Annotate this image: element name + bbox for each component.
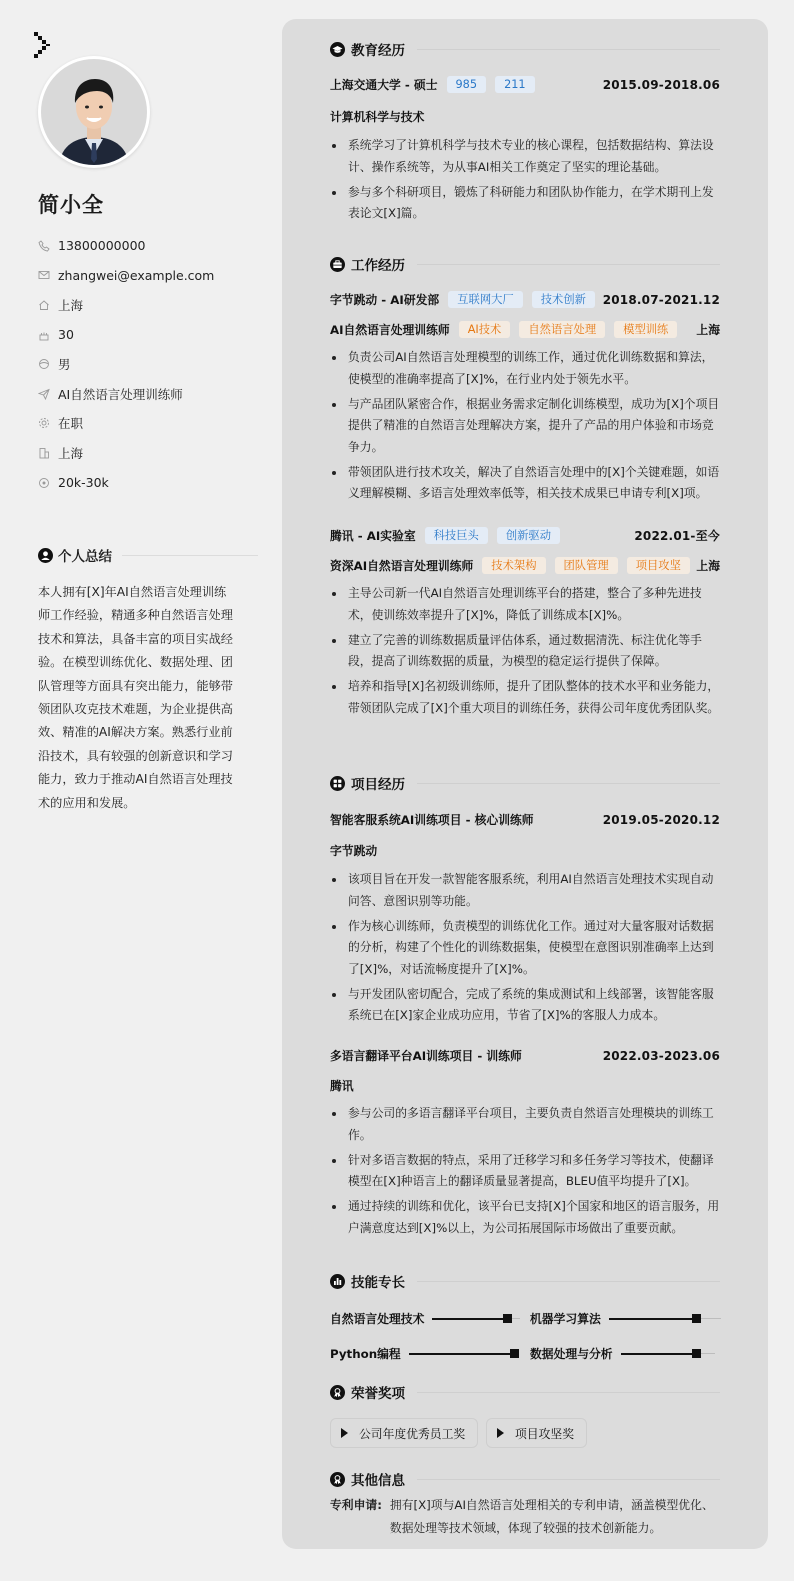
info-city (38, 438, 258, 468)
avatar-photo (41, 59, 147, 165)
job-role: 资深AI自然语言处理训练师 (330, 559, 474, 573)
divider (417, 264, 720, 265)
role-tag: 团队管理 (555, 557, 618, 574)
education-date: 2015.09-2018.06 (602, 77, 720, 92)
list-item: 主导公司新一代AI自然语言处理训练平台的搭建，整合了多种先进技术，使训练效率提升了[X]%，降低了训练成本[X]%。 (330, 583, 720, 626)
other-heading (330, 1469, 720, 1489)
role-tag: 模型训练 (614, 321, 677, 338)
user-icon (38, 548, 53, 563)
job-date: 2018.07-2021.12 (602, 292, 720, 307)
job-2-bullets (330, 583, 720, 723)
other-value: 拥有[X]项与AI自然语言处理相关的专利申请，涵盖模型优化、数据处理等技术领域，体现了较强的技术创新能力。 (389, 1498, 714, 1535)
contact-info (38, 231, 258, 497)
info-age (38, 320, 258, 350)
role-tag: 技术架构 (482, 557, 545, 574)
job-company: 腾讯 - AI实验室 (330, 529, 416, 543)
summary-title: 个人总结 (58, 549, 112, 565)
skill-item (530, 1310, 721, 1327)
info-email (38, 261, 258, 291)
skill-level-bar (621, 1353, 701, 1355)
info-gender-value: 男 (58, 357, 71, 373)
list-item: 带领团队进行技术攻关，解决了自然语言处理中的[X]个关键难题，如语义理解模糊、多语言处理效率低等，相关技术成果已申请专利[X]项。 (330, 462, 720, 505)
skill-bar-track (512, 1318, 520, 1319)
award-label: 项目攻坚奖 (515, 1426, 574, 1441)
divider (417, 1392, 720, 1393)
info-gender (38, 349, 258, 379)
info-salary-value: 20k-30k (58, 475, 109, 491)
awards-heading (330, 1382, 720, 1402)
job-1-role-row (330, 321, 720, 338)
job-date: 2022.01-至今 (634, 529, 720, 543)
skill-name: 自然语言处理技术 (330, 1312, 425, 1326)
awards-title: 荣誉奖项 (351, 1386, 405, 1402)
projects-heading (330, 773, 720, 793)
skill-name: 机器学习算法 (530, 1312, 601, 1326)
skill-bar-track (701, 1318, 721, 1319)
info-status (38, 409, 258, 439)
home-icon (38, 299, 50, 311)
project-2-row (330, 1047, 720, 1064)
job-role: AI自然语言处理训练师 (330, 323, 450, 337)
info-position (38, 379, 258, 409)
project-date: 2019.05-2020.12 (602, 812, 720, 827)
company-tag: 互联网大厂 (448, 291, 523, 308)
project-name: 智能客服系统AI训练项目 - 核心训练师 (330, 813, 534, 827)
education-bullets (330, 135, 720, 228)
list-item: 针对多语言数据的特点，采用了迁移学习和多任务学习等技术，使翻译模型在[X]种语言上的翻译质量显著提高，BLEU值平均提升了[X]。 (330, 1150, 720, 1193)
award-chip[interactable] (486, 1418, 587, 1448)
award-label: 公司年度优秀员工奖 (359, 1426, 466, 1441)
skills-title: 技能专长 (351, 1275, 405, 1291)
skill-level-knob (692, 1314, 701, 1323)
briefcase-icon (330, 257, 345, 272)
candidate-name: 简小全 (38, 193, 104, 217)
avatar (38, 56, 150, 168)
list-item: 作为核心训练师，负责模型的训练优化工作。通过对大量客服对话数据的分析，构建了个性化的训练数据集，使模型在意图识别准确率上达到了[X]%，对话流畅度提升了[X]%。 (330, 916, 720, 981)
divider (122, 555, 258, 556)
skill-level-bar (609, 1318, 701, 1320)
award-chip[interactable] (330, 1418, 478, 1448)
other-info (330, 1494, 720, 1540)
info-city-value: 上海 (58, 445, 84, 461)
skill-item (330, 1345, 519, 1362)
work-title: 工作经历 (351, 258, 405, 274)
job-1-bullets (330, 347, 720, 508)
list-item: 参与公司的多语言翻译平台项目，主要负责自然语言处理模块的训练工作。 (330, 1103, 720, 1146)
project-org: 字节跳动 (330, 844, 378, 858)
list-item: 该项目旨在开发一款智能客服系统，利用AI自然语言处理技术实现自动问答、意图识别等功能。 (330, 869, 720, 912)
list-item: 通过持续的训练和优化，该平台已支持[X]个国家和地区的语言服务，用户满意度达到[X]%以上，为公司拓展国际市场做出了重要贡献。 (330, 1196, 720, 1239)
project-1-row (330, 811, 720, 828)
skill-level-knob (692, 1349, 701, 1358)
job-city: 上海 (696, 323, 720, 337)
phone-icon (38, 240, 50, 252)
skill-level-bar (409, 1353, 519, 1355)
list-item: 参与多个科研项目，锻炼了科研能力和团队协作能力，在学术期刊上发表论文[X]篇。 (330, 182, 720, 225)
skill-level-knob (510, 1349, 519, 1358)
list-item: 培养和指导[X]名初级训练师，提升了团队整体的技术水平和业务能力，带领团队完成了[X]个重大项目的训练任务，获得公司年度优秀团队奖。 (330, 676, 720, 719)
info-location-value: 上海 (58, 297, 84, 313)
project-date: 2022.03-2023.06 (602, 1048, 720, 1063)
project-1-bullets (330, 869, 720, 1030)
building-icon (38, 447, 50, 459)
resume-card (282, 19, 768, 1549)
info-age-value: 30 (58, 327, 74, 343)
summary-heading (38, 545, 258, 565)
other-label: 专利申请: (330, 1498, 382, 1512)
divider (417, 1479, 720, 1480)
gender-icon (38, 358, 50, 370)
divider (417, 783, 720, 784)
other-title: 其他信息 (351, 1473, 405, 1489)
role-tag: 自然语言处理 (519, 321, 605, 338)
company-tag: 创新驱动 (497, 527, 560, 544)
salary-icon (38, 477, 50, 489)
award-icon (330, 1385, 345, 1400)
grid-icon (330, 776, 345, 791)
skill-name: Python编程 (330, 1347, 401, 1361)
info-location (38, 290, 258, 320)
skill-item (530, 1345, 715, 1362)
school-tag: 211 (495, 76, 535, 93)
info-salary (38, 468, 258, 498)
skills-heading (330, 1271, 720, 1291)
job-1-company-row (330, 291, 720, 308)
summary-text: 本人拥有[X]年AI自然语言处理训练师工作经验，精通多种自然语言处理技术和算法，具备丰富的项目实战经验。在模型训练优化、数据处理、团队管理等方面具有突出能力，能够带领团队攻克技术难题，为企业提供高效、精准的AI解决方案。熟悉行业前沿技术，具有较强的创新意识和学习能力，致力于推动AI自然语言处理技术的应用和发展。 (38, 585, 233, 810)
project-org: 腾讯 (330, 1079, 354, 1093)
skill-level-knob (503, 1314, 512, 1323)
send-icon (38, 388, 50, 400)
education-title: 教育经历 (351, 43, 405, 59)
info-phone (38, 231, 258, 261)
projects-title: 项目经历 (351, 777, 405, 793)
divider (417, 1281, 720, 1282)
status-icon (38, 417, 50, 429)
info-position-value: AI自然语言处理训练师 (58, 386, 183, 402)
skill-level-bar (432, 1318, 512, 1320)
skill-bar-track (701, 1353, 715, 1354)
award-icon (330, 1472, 345, 1487)
divider (417, 49, 720, 50)
education-major: 计算机科学与技术 (330, 110, 425, 124)
list-item: 负责公司AI自然语言处理模型的训练工作，通过优化训练数据和算法，使模型的准确率提高了[X]%，在行业内处于领先水平。 (330, 347, 720, 390)
project-name: 多语言翻译平台AI训练项目 - 训练师 (330, 1049, 522, 1063)
logo-icon (32, 30, 52, 60)
school-tag: 985 (447, 76, 487, 93)
play-icon (341, 1428, 348, 1438)
work-heading (330, 254, 720, 274)
job-2-company-row (330, 527, 720, 544)
play-icon (497, 1428, 504, 1438)
education-row (330, 76, 720, 93)
list-item: 建立了完善的训练数据质量评估体系，通过数据清洗、标注优化等手段，提高了训练数据的质量，为模型的稳定运行提供了保障。 (330, 630, 720, 673)
email-icon (38, 269, 50, 281)
info-email-value: zhangwei@example.com (58, 267, 215, 283)
skill-name: 数据处理与分析 (530, 1347, 613, 1361)
company-tag: 技术创新 (532, 291, 595, 308)
info-status-value: 在职 (58, 416, 84, 432)
skill-item (330, 1310, 520, 1327)
list-item: 与产品团队紧密合作，根据业务需求定制化训练模型，成功为[X]个项目提供了精准的自然语言处理解决方案，提升了产品的用户体验和市场竞争力。 (330, 394, 720, 459)
company-tag: 科技巨头 (425, 527, 488, 544)
info-phone-value: 13800000000 (58, 238, 146, 254)
job-city: 上海 (696, 559, 720, 573)
project-2-bullets (330, 1103, 720, 1243)
age-icon (38, 329, 50, 341)
role-tag: AI技术 (459, 321, 511, 338)
list-item: 与开发团队密切配合，完成了系统的集成测试和上线部署，该智能客服系统已在[X]家企业成功应用，节省了[X]%的客服人力成本。 (330, 984, 720, 1027)
job-2-role-row (330, 557, 720, 574)
school-name: 上海交通大学 - 硕士 (330, 78, 438, 92)
role-tag: 项目攻坚 (627, 557, 690, 574)
education-heading (330, 39, 720, 59)
sidebar (0, 0, 282, 1581)
graduation-cap-icon (330, 42, 345, 57)
list-item: 系统学习了计算机科学与技术专业的核心课程，包括数据结构、算法设计、操作系统等，为从事AI相关工作奠定了坚实的理论基础。 (330, 135, 720, 178)
bar-chart-icon (330, 1274, 345, 1289)
job-company: 字节跳动 - AI研发部 (330, 293, 440, 307)
